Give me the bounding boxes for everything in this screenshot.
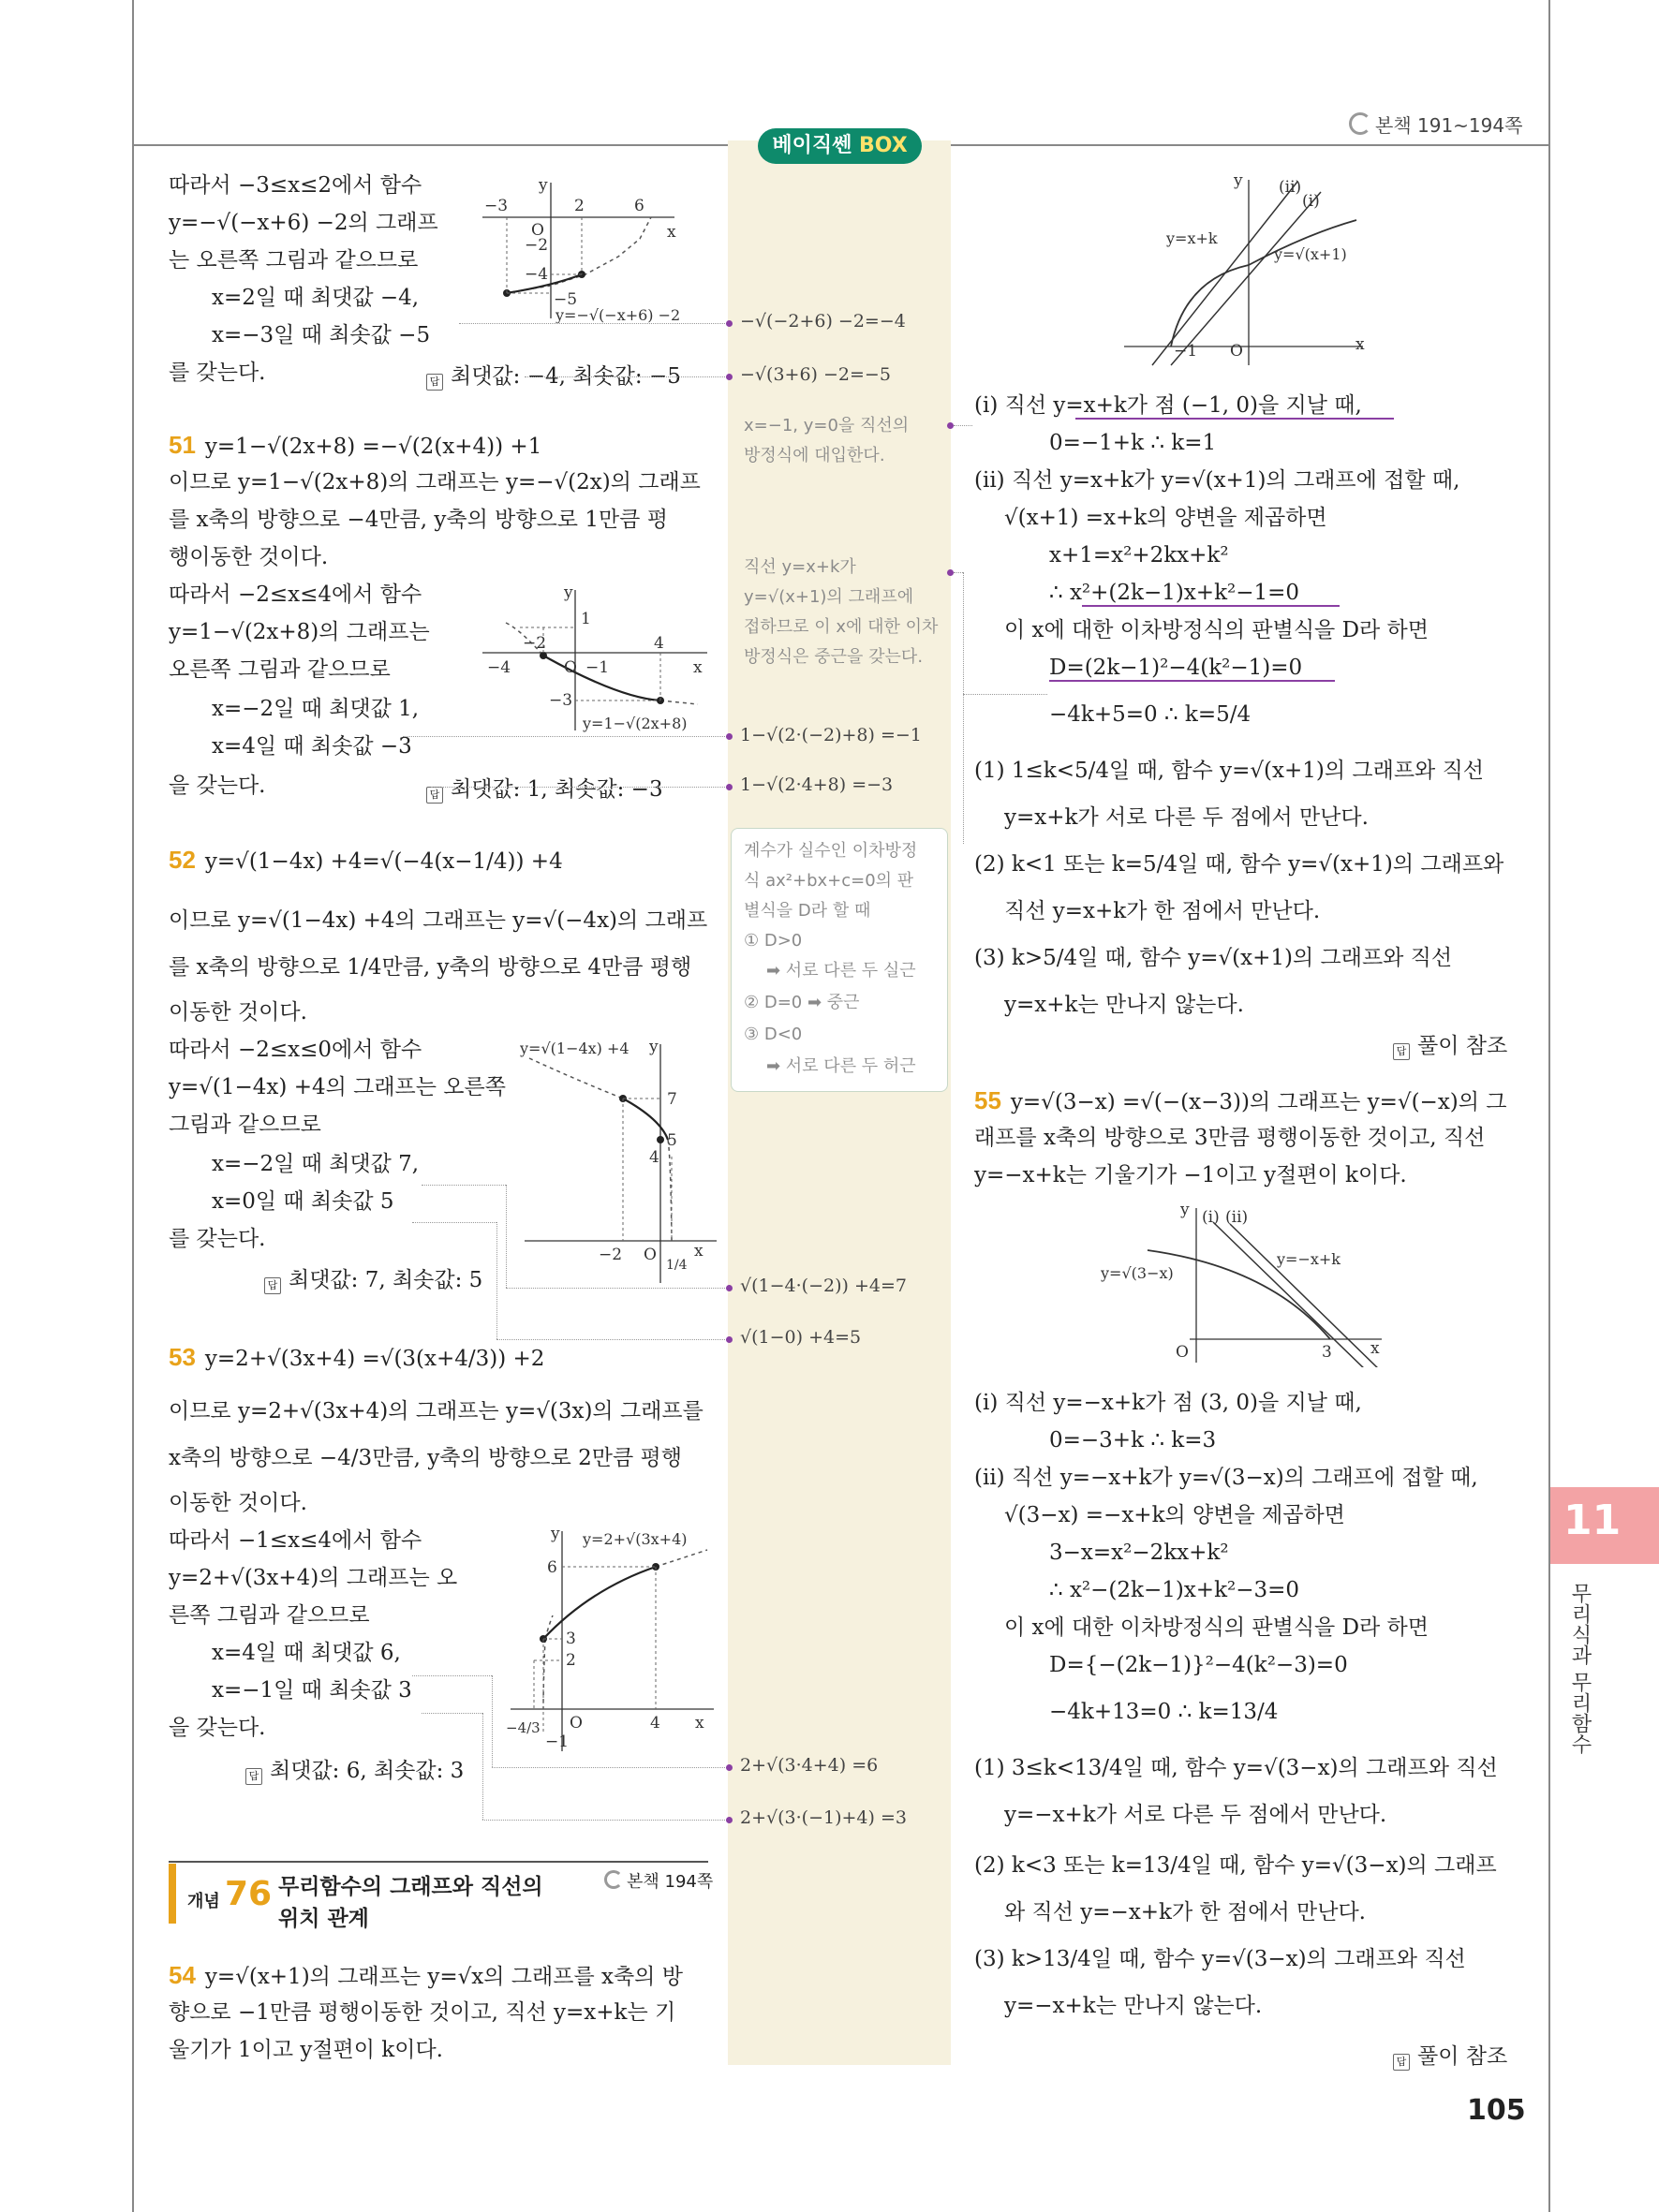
p53-answer (245, 1753, 464, 1785)
p51-line6: y=1−√(2x+8)의 그래프는 (169, 620, 430, 644)
f51-y: y (564, 583, 573, 602)
p53-line4: 이동한 것이다. (169, 1491, 307, 1515)
leader-53bh (482, 1820, 731, 1821)
ref-icon (604, 1870, 623, 1889)
graph-55 (1101, 1203, 1391, 1367)
p51-line2: 이므로 y=1−√(2x+8)의 그래프는 y=−√(2x)의 그래프 (169, 470, 701, 494)
r13: 직선 y=x+k가 한 점에서 만난다. (1004, 899, 1321, 923)
r31: 와 직선 y=−x+k가 한 점에서 만난다. (1004, 1900, 1366, 1924)
concept-label: 개념 (187, 1892, 220, 1911)
concept-ref-text: 본책 194쪽 (627, 1872, 714, 1892)
leader-n2v (963, 572, 964, 694)
graph-54 (1119, 169, 1372, 370)
box-calc1: −√(−2+6) −2=−4 (740, 311, 906, 332)
p54-line1 (169, 1961, 683, 1991)
f52-y: y (649, 1038, 659, 1056)
p52-line6: y=√(1−4x) +4의 그래프는 오른쪽 (169, 1075, 506, 1099)
box-note1a: x=−1, y=0을 직선의 (744, 416, 910, 435)
leader-50b (525, 376, 731, 377)
r5: x+1=x²+2kx+k² (1049, 543, 1229, 568)
box-note3e: ➡ 서로 다른 두 실근 (766, 961, 916, 981)
p51-number: 51 (169, 431, 196, 459)
f54-c: y=√(x+1) (1274, 245, 1347, 263)
r9: −4k+5=0 ∴ k=5/4 (1049, 702, 1252, 727)
concept-rule (169, 1861, 708, 1863)
r12: (2) k<1 또는 k=5/4일 때, 함수 y=√(x+1)의 그래프와 (974, 852, 1504, 877)
f55-o: O (1176, 1343, 1189, 1362)
leader-dot (726, 320, 733, 327)
p52-line7: 그림과 같으므로 (169, 1113, 321, 1137)
f52-m2: −2 (599, 1246, 623, 1264)
p52-answer-text: 최댓값: 7, 최솟값: 5 (289, 1268, 483, 1292)
p52-line9: x=0일 때 최솟값 5 (212, 1189, 394, 1214)
r14: (3) k>5/4일 때, 함수 y=√(x+1)의 그래프와 직선 (974, 946, 1453, 970)
p54-line2: 향으로 −1만큼 평행이동한 것이고, 직선 y=x+k는 기 (169, 2000, 676, 2025)
leader-53av (492, 1675, 493, 1767)
p50-line1: 따라서 −3≤x≤2에서 함수 (169, 173, 422, 198)
f53-m1: −1 (545, 1733, 570, 1751)
r2: 0=−1+k ∴ k=1 (1049, 431, 1217, 455)
r26: D={−(2k−1)}²−4(k²−3)=0 (1049, 1653, 1348, 1677)
box-note3b: 식 ax²+bx+c=0의 판 (744, 871, 914, 891)
f52-o: O (644, 1246, 657, 1264)
leader-53b (422, 1713, 482, 1714)
p52-answer (264, 1262, 482, 1294)
f55-y: y (1180, 1203, 1190, 1219)
p51-eq: y=1−√(2x+8) =−√(2(x+4)) +1 (204, 435, 542, 459)
leader-dot (726, 1817, 733, 1823)
leader-53bv (482, 1713, 483, 1820)
r28: (1) 3≤k<13/4일 때, 함수 y=√(3−x)의 그래프와 직선 (974, 1756, 1498, 1780)
chapter-number: 11 (1563, 1497, 1622, 1544)
p50-line2: y=−√(−x+6) −2의 그래프 (169, 211, 438, 235)
leader-53a (412, 1675, 492, 1676)
leader-dot (726, 733, 733, 740)
f55-ii: (ii) (1225, 1208, 1249, 1227)
answer-icon: 답 (264, 1277, 281, 1294)
box-calc4: 1−√(2·4+8) =−3 (740, 774, 894, 795)
p50-line5: x=−3일 때 최솟값 −5 (212, 323, 431, 347)
leader-dot (726, 1336, 733, 1343)
box-note3d: ① D>0 (744, 931, 803, 951)
answer-icon: 답 (1393, 2054, 1410, 2071)
concept-number: 76 (225, 1875, 273, 1913)
r8: D=(2k−1)²−4(k²−1)=0 (1049, 656, 1303, 680)
left-margin-line (132, 0, 134, 2212)
r15: y=x+k는 만나지 않는다. (1004, 993, 1244, 1017)
box-note2a: 직선 y=x+k가 (744, 557, 856, 577)
box-note3c: 별식을 D라 할 때 (744, 901, 871, 921)
f53-3: 3 (566, 1630, 576, 1648)
p52-line3: 를 x축의 방향으로 1/4만큼, y축의 방향으로 4만큼 평행 (169, 955, 692, 980)
r23: 3−x=x²−2kx+k² (1049, 1541, 1229, 1565)
p54-number: 54 (169, 1961, 196, 1989)
leader-51a (403, 736, 731, 737)
p53-line3: x축의 방향으로 −4/3만큼, y축의 방향으로 2만큼 평행 (169, 1446, 682, 1470)
box-note3a: 계수가 실수인 이차방정 (744, 841, 918, 861)
f55-c: y=√(3−x) (1101, 1264, 1174, 1282)
f51-4: 4 (654, 634, 664, 653)
p50-answer-text: 최댓값: −4, 최솟값: −5 (451, 364, 681, 389)
f55-x: x (1370, 1339, 1380, 1358)
box-title-b: BOX (859, 134, 908, 157)
f54-l: y=x+k (1166, 229, 1218, 247)
f51-m2: −2 (523, 634, 547, 653)
f50-m3: −3 (484, 197, 509, 215)
p55-number: 55 (974, 1086, 1001, 1114)
box-note2b: y=√(x+1)의 그래프에 (744, 587, 914, 607)
r27: −4k+13=0 ∴ k=13/4 (1049, 1700, 1279, 1724)
graph-52 (520, 1035, 731, 1288)
leader-52bh (496, 1339, 731, 1340)
f53-6: 6 (547, 1558, 557, 1577)
r11: y=x+k가 서로 다른 두 점에서 만난다. (1004, 805, 1369, 830)
f54-m1: −1 (1174, 342, 1198, 361)
box-note2c: 접하므로 이 x에 대한 이차 (744, 617, 939, 637)
p53-eq: y=2+√(3x+4) =√(3(x+4/3)) +2 (204, 1347, 545, 1371)
answer-icon: 답 (426, 787, 443, 804)
ref-icon (1349, 112, 1371, 135)
f54-i: (i) (1302, 192, 1320, 211)
f50-6: 6 (634, 197, 644, 215)
p55-line1 (974, 1086, 1507, 1116)
r6-underline (1082, 605, 1340, 607)
r4: √(x+1) =x+k의 양변을 제곱하면 (1004, 506, 1327, 530)
f52-eq: y=√(1−4x) +4 (520, 1040, 630, 1057)
p52-line2: 이므로 y=√(1−4x) +4의 그래프는 y=√(−4x)의 그래프 (169, 908, 708, 933)
leader-dot (726, 1764, 733, 1771)
r-answer1 (1393, 1028, 1507, 1060)
f50-m4: −4 (525, 265, 549, 284)
p51-line1 (169, 431, 541, 461)
box-calc8: 2+√(3·(−1)+4) =3 (740, 1807, 907, 1828)
p52-line10: 를 갖는다. (169, 1227, 266, 1251)
leader-53ah (492, 1767, 731, 1768)
f50-y: y (539, 176, 548, 195)
leader-n1 (954, 425, 972, 426)
leader-52ah (506, 1288, 731, 1289)
p51-answer (426, 772, 663, 804)
p55-text1: y=√(3−x) =√(−(x−3))의 그래프는 y=√(−x)의 그 (1010, 1090, 1507, 1114)
leader-52b (412, 1222, 496, 1223)
right-margin-line (1548, 0, 1550, 2212)
r33: y=−x+k는 만나지 않는다. (1004, 1994, 1263, 2018)
concept-title1: 무리함수의 그래프와 직선의 (278, 1875, 543, 1899)
p53-line1 (169, 1343, 544, 1373)
f51-m1: −1 (585, 658, 610, 677)
p53-line9: x=−1일 때 최솟값 3 (212, 1678, 412, 1703)
r19: (i) 직선 y=−x+k가 점 (3, 0)을 지날 때, (974, 1391, 1362, 1415)
p52-eq: y=√(1−4x) +4=√(−4(x−1/4)) +4 (204, 849, 563, 874)
p51-line7: 오른쪽 그림과 같으므로 (169, 657, 391, 682)
answer-icon: 답 (426, 374, 443, 391)
header-ref-text: 본책 191~194쪽 (1375, 114, 1523, 137)
p54-line3: 울기가 1이고 y절편이 k이다. (169, 2038, 443, 2062)
p51-line3: 를 x축의 방향으로 −4만큼, y축의 방향으로 1만큼 평 (169, 508, 668, 532)
leader-52av (506, 1185, 507, 1288)
f55-i: (i) (1202, 1208, 1220, 1227)
box-calc3: 1−√(2·(−2)+8) =−1 (740, 725, 922, 745)
f52-4: 4 (649, 1148, 659, 1167)
f54-x: x (1355, 335, 1365, 354)
p50-line3: 는 오른쪽 그림과 같으므로 (169, 248, 419, 273)
leader-n2h (963, 694, 1047, 695)
f50-eq: y=−√(−x+6) −2 (555, 306, 681, 323)
leader-dot (947, 422, 954, 429)
chapter-title: 무리식과 무리함수 (1568, 1583, 1592, 1754)
f54-o: O (1230, 342, 1243, 361)
box-note3f: ② D=0 ➡ 중근 (744, 993, 860, 1012)
f51-1: 1 (581, 610, 591, 628)
concept-title2: 위치 관계 (278, 1907, 369, 1931)
p52-line4: 이동한 것이다. (169, 1000, 307, 1025)
p53-line8: x=4일 때 최댓값 6, (212, 1641, 401, 1665)
f51-m4: −4 (487, 658, 511, 677)
r6: ∴ x²+(2k−1)x+k²−1=0 (1049, 581, 1300, 605)
leader-51b (431, 787, 731, 788)
box-calc7: 2+√(3·4+4) =6 (740, 1755, 879, 1776)
p51-line5: 따라서 −2≤x≤4에서 함수 (169, 582, 422, 607)
f53-y: y (551, 1525, 560, 1543)
r25: 이 x에 대한 이차방정식의 판별식을 D라 하면 (1004, 1615, 1429, 1640)
chapter-tab (1550, 1487, 1659, 1564)
box-note3g: ③ D<0 (744, 1025, 803, 1044)
box-calc6: √(1−0) +4=5 (740, 1327, 862, 1348)
f52-7: 7 (667, 1090, 677, 1109)
r17: 래프를 x축의 방향으로 3만큼 평행이동한 것이고, 직선 (974, 1126, 1486, 1150)
p51-answer-text: 최댓값: 1, 최솟값: −3 (451, 777, 663, 802)
f53-2: 2 (566, 1651, 576, 1670)
answer-icon: 답 (1393, 1043, 1410, 1060)
p51-line8: x=−2일 때 최댓값 1, (212, 697, 420, 721)
r-answer2-text: 풀이 참조 (1417, 2044, 1508, 2069)
box-title-a: 베이직쎈 (772, 134, 852, 157)
graph-50 (473, 173, 726, 323)
p53-line2: 이므로 y=2+√(3x+4)의 그래프는 y=√(3x)의 그래프를 (169, 1399, 704, 1423)
r30: (2) k<3 또는 k=13/4일 때, 함수 y=√(3−x)의 그래프 (974, 1853, 1497, 1878)
r-answer2 (1393, 2039, 1507, 2071)
p52-line5: 따라서 −2≤x≤0에서 함수 (169, 1038, 422, 1062)
p54-text1: y=√(x+1)의 그래프는 y=√x의 그래프를 x축의 방 (204, 1965, 683, 1989)
r22: √(3−x) =−x+k의 양변을 제곱하면 (1004, 1503, 1345, 1527)
leader-n2 (954, 572, 963, 573)
p53-line10: 을 갖는다. (169, 1716, 266, 1740)
basic-box-title (758, 128, 922, 164)
leader-50a (459, 323, 731, 324)
box-note3h: ➡ 서로 다른 두 허근 (766, 1056, 916, 1076)
leader-dot (726, 374, 733, 380)
concept-ref (604, 1868, 713, 1893)
r32: (3) k>13/4일 때, 함수 y=√(3−x)의 그래프와 직선 (974, 1947, 1466, 1971)
p52-number: 52 (169, 846, 196, 874)
p50-answer (426, 359, 681, 391)
r21: (ii) 직선 y=−x+k가 y=√(3−x)의 그래프에 접할 때, (974, 1466, 1478, 1490)
f52-5: 5 (667, 1131, 677, 1150)
f51-m3: −3 (549, 691, 573, 710)
box-note1b: 방정식에 대입한다. (744, 446, 885, 465)
f55-l: y=−x+k (1277, 1250, 1341, 1268)
f53-o: O (570, 1714, 583, 1733)
graph-53 (506, 1522, 726, 1756)
f52-q: 1/4 (666, 1258, 688, 1273)
f50-x: x (667, 223, 676, 242)
f51-o: O (564, 658, 577, 677)
leader-r8v (963, 694, 964, 844)
leader-dot (726, 1285, 733, 1291)
p51-line4: 행이동한 것이다. (169, 545, 329, 569)
box-note2d: 방정식은 중근을 갖는다. (744, 647, 924, 667)
p53-answer-text: 최댓값: 6, 최솟값: 3 (270, 1759, 465, 1783)
p51-line10: 을 갖는다. (169, 774, 266, 798)
f53-x: x (695, 1714, 704, 1733)
f50-2: 2 (574, 197, 585, 215)
r29: y=−x+k가 서로 다른 두 점에서 만난다. (1004, 1803, 1387, 1827)
f50-o: O (531, 221, 544, 240)
p53-line5: 따라서 −1≤x≤4에서 함수 (169, 1528, 422, 1553)
f54-y: y (1234, 171, 1243, 190)
r-answer1-text: 풀이 참조 (1417, 1034, 1508, 1058)
p52-line1 (169, 846, 563, 876)
f51-eq: y=1−√(2x+8) (583, 715, 688, 732)
p53-number: 53 (169, 1343, 196, 1371)
box-calc2: −√(3+6) −2=−5 (740, 364, 891, 385)
r1: (i) 직선 y=x+k가 점 (−1, 0)을 지날 때, (974, 393, 1362, 418)
concept-badge-bar (169, 1864, 176, 1924)
leader-dot (726, 784, 733, 790)
f50-m5: −5 (554, 290, 578, 309)
header-ref (1349, 111, 1522, 138)
f53-4: 4 (650, 1714, 660, 1733)
r18: y=−x+k는 기울기가 −1이고 y절편이 k이다. (974, 1163, 1407, 1187)
page-number: 105 (1467, 2094, 1526, 2127)
p50-line6: 를 갖는다. (169, 361, 266, 385)
r3: (ii) 직선 y=x+k가 y=√(x+1)의 그래프에 접할 때, (974, 468, 1460, 493)
f51-x: x (693, 658, 703, 677)
p53-line7: 른쪽 그림과 같으므로 (169, 1603, 370, 1628)
leader-52a (422, 1185, 506, 1186)
f53-eq: y=2+√(3x+4) (583, 1530, 688, 1548)
r8-underline (1049, 680, 1335, 682)
p53-line6: y=2+√(3x+4)의 그래프는 오 (169, 1566, 458, 1590)
f52-x: x (694, 1242, 704, 1261)
r20: 0=−3+k ∴ k=3 (1049, 1428, 1217, 1453)
r10: (1) 1≤k<5/4일 때, 함수 y=√(x+1)의 그래프와 직선 (974, 759, 1485, 783)
f54-ii: (ii) (1279, 178, 1302, 197)
r24: ∴ x²−(2k−1)x+k²−3=0 (1049, 1578, 1300, 1602)
leader-52bv (496, 1222, 497, 1339)
answer-icon: 답 (245, 1768, 262, 1785)
leader-dot (947, 569, 954, 576)
f50-m2: −2 (525, 236, 549, 255)
f53-m43: −4/3 (506, 1719, 541, 1736)
p51-line9: x=4일 때 최솟값 −3 (212, 734, 412, 759)
p52-line8: x=−2일 때 최댓값 7, (212, 1152, 420, 1176)
r1-underline (1075, 418, 1394, 420)
f55-3: 3 (1322, 1343, 1332, 1362)
p50-line4: x=2일 때 최댓값 −4, (212, 286, 420, 310)
graph-51 (478, 581, 721, 735)
box-calc5: √(1−4·(−2)) +4=7 (740, 1276, 907, 1296)
r7: 이 x에 대한 이차방정식의 판별식을 D라 하면 (1004, 618, 1429, 642)
